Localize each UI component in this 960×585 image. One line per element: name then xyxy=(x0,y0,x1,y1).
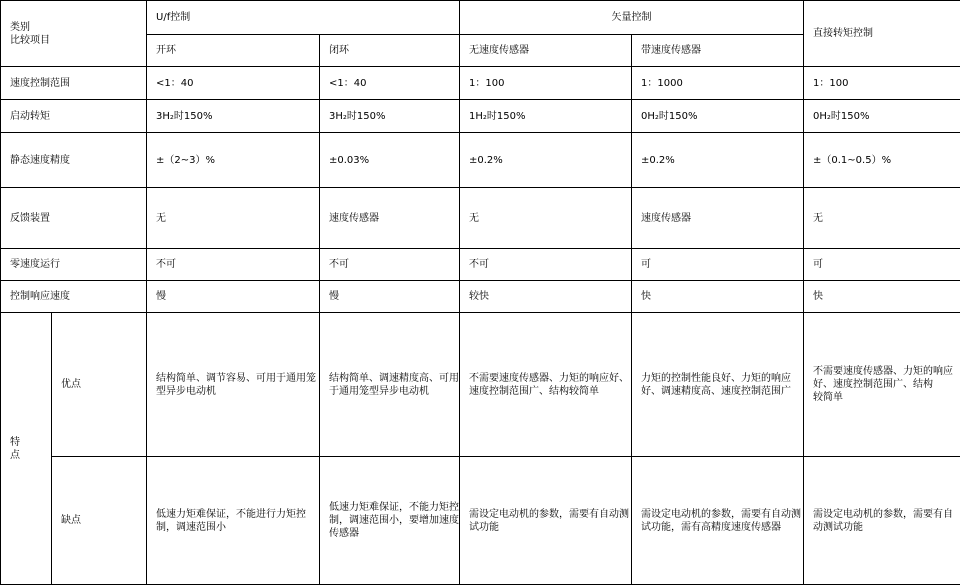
row-label: 静态速度精度 xyxy=(1,133,147,188)
cell: 不可 xyxy=(460,249,632,281)
cell: 3H₂时150% xyxy=(320,100,460,133)
row-label: 启动转矩 xyxy=(1,100,147,133)
header-direct-torque-control: 直接转矩控制 xyxy=(804,1,960,67)
cell: 不需要速度传感器、力矩的响应好、速度控制范围广、结构 较简单 xyxy=(804,313,960,457)
cell: 无 xyxy=(460,188,632,249)
row-starting-torque xyxy=(1,100,960,133)
cell: ±0.2% xyxy=(460,133,632,188)
cell: 不需要速度传感器、力矩的响应好、速度控制范围广、结构较简单 xyxy=(460,313,632,457)
cell: 0H₂时150% xyxy=(804,100,960,133)
cell: 无 xyxy=(147,188,320,249)
cell: 3H₂时150% xyxy=(147,100,320,133)
disadvantages-label: 缺点 xyxy=(52,457,147,585)
header-row-1 xyxy=(1,1,960,35)
cell: 不可 xyxy=(147,249,320,281)
cell: 0H₂时150% xyxy=(632,100,804,133)
row-speed-range xyxy=(1,67,960,100)
row-label: 控制响应速度 xyxy=(1,281,147,313)
row-label: 反馈装置 xyxy=(1,188,147,249)
row-label: 速度控制范围 xyxy=(1,67,147,100)
header-vector-control: 矢量控制 xyxy=(460,1,804,35)
cell: 结构简单、调速精度高、可用于通用笼型异步电动机 xyxy=(320,313,460,457)
cell: 需设定电动机的参数，需要有自动测试功能 xyxy=(804,457,960,585)
header-uf-control: U/f控制 xyxy=(147,1,460,35)
cell: 无 xyxy=(804,188,960,249)
cell: 1：100 xyxy=(804,67,960,100)
cell: 1：1000 xyxy=(632,67,804,100)
cell: <1：40 xyxy=(147,67,320,100)
cell: ±（0.1~0.5）% xyxy=(804,133,960,188)
cell: 力矩的控制性能良好、力矩的响应好、调速精度高、速度控制范围广 xyxy=(632,313,804,457)
header-with-speed-sensor: 带速度传感器 xyxy=(632,35,804,67)
cell: 结构简单、调节容易、可用于通用笼型异步电动机 xyxy=(147,313,320,457)
cell: 低速力矩难保证，不能力矩控制，调速范围小，要增加速度传感器 xyxy=(320,457,460,585)
cell: 快 xyxy=(804,281,960,313)
cell: 1H₂时150% xyxy=(460,100,632,133)
features-label: 特 点 xyxy=(1,313,52,585)
cell: ±0.2% xyxy=(632,133,804,188)
cell: 可 xyxy=(632,249,804,281)
cell: 速度传感器 xyxy=(632,188,804,249)
row-disadvantages xyxy=(1,457,960,585)
header-closed-loop: 闭环 xyxy=(320,35,460,67)
cell: 可 xyxy=(804,249,960,281)
row-feedback-device xyxy=(1,188,960,249)
cell: 慢 xyxy=(147,281,320,313)
header-no-speed-sensor: 无速度传感器 xyxy=(460,35,632,67)
advantages-label: 优点 xyxy=(52,313,147,457)
row-zero-speed-operation xyxy=(1,249,960,281)
cell: ±0.03% xyxy=(320,133,460,188)
row-static-speed-accuracy xyxy=(1,133,960,188)
cell: 1：100 xyxy=(460,67,632,100)
cell: 较快 xyxy=(460,281,632,313)
row-label: 零速度运行 xyxy=(1,249,147,281)
header-category: 类别 比较项目 xyxy=(1,1,147,67)
row-advantages xyxy=(1,313,960,457)
cell: ±（2~3）% xyxy=(147,133,320,188)
cell: 低速力矩难保证，不能进行力矩控制，调速范围小 xyxy=(147,457,320,585)
cell: 慢 xyxy=(320,281,460,313)
row-control-response-speed xyxy=(1,281,960,313)
cell: <1：40 xyxy=(320,67,460,100)
cell: 速度传感器 xyxy=(320,188,460,249)
cell: 需设定电动机的参数，需要有自动测试功能 xyxy=(460,457,632,585)
cell: 快 xyxy=(632,281,804,313)
cell: 需设定电动机的参数，需要有自动测试功能，需有高精度速度传感器 xyxy=(632,457,804,585)
header-open-loop: 开环 xyxy=(147,35,320,67)
cell: 不可 xyxy=(320,249,460,281)
